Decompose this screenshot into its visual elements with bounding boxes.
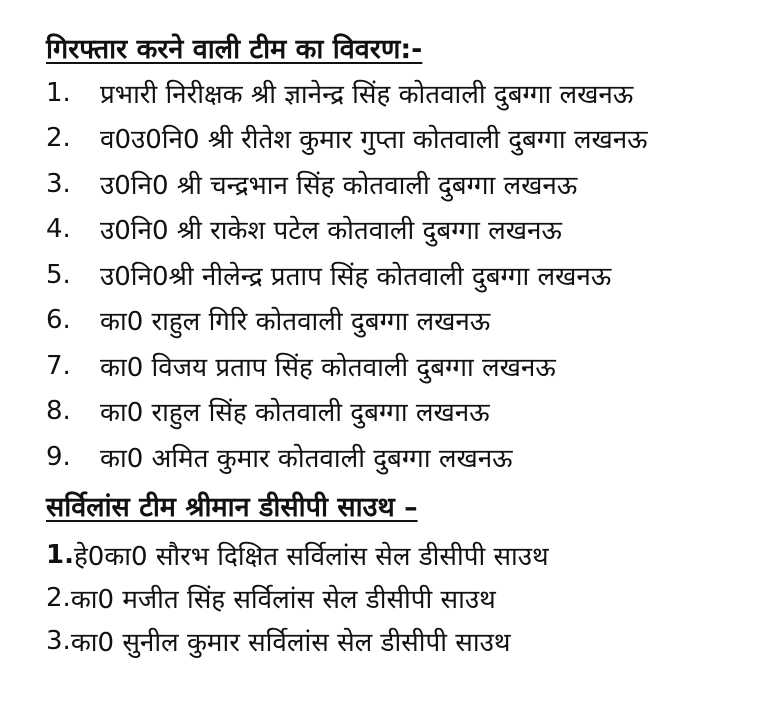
list-item xyxy=(46,161,746,207)
surveillance-team-list xyxy=(46,534,746,663)
arrest-team-list xyxy=(46,70,746,480)
item-text: का0 राहुल सिंह कोतवाली दुबग्गा लखनऊ xyxy=(100,398,490,429)
item-number: 5. xyxy=(46,259,71,290)
item-text: व0उ0नि0 श्री रीतेश कुमार गुप्ता कोतवाली दुबग्गा लखनऊ xyxy=(100,125,648,156)
item-text: का0 विजय प्रताप सिंह कोतवाली दुबग्गा लखनऊ xyxy=(100,352,556,383)
item-text: प्रभारी निरीक्षक श्री ज्ञानेन्द्र सिंह कोतवाली दुबग्गा लखनऊ xyxy=(100,79,634,110)
list-item xyxy=(46,70,746,116)
item-text: का0 राहुल गिरि कोतवाली दुबग्गा लखनऊ xyxy=(100,307,491,338)
list-item xyxy=(46,389,746,435)
list-item xyxy=(46,577,746,620)
item-text: उ0नि0 श्री चन्द्रभान सिंह कोतवाली दुबग्गा लखनऊ xyxy=(100,170,578,201)
list-item xyxy=(46,343,746,389)
item-number: 7. xyxy=(46,350,71,381)
document-body xyxy=(46,30,746,663)
item-text: का0 सुनील कुमार सर्विलांस सेल डीसीपी साउथ xyxy=(70,628,511,658)
item-number: 6. xyxy=(46,305,71,336)
item-number: 9. xyxy=(46,441,71,472)
list-item xyxy=(46,207,746,253)
item-number: 2. xyxy=(46,123,71,154)
list-item xyxy=(46,252,746,298)
item-text: का0 अमित कुमार कोतवाली दुबग्गा लखनऊ xyxy=(100,443,513,474)
item-number: 3. xyxy=(46,168,71,199)
item-number: 1. xyxy=(46,77,71,108)
list-item xyxy=(46,534,746,577)
list-item xyxy=(46,620,746,663)
item-text: हे0का0 सौरभ दिक्षित सर्विलांस सेल डीसीपी साउथ xyxy=(73,542,549,572)
list-item xyxy=(46,116,746,162)
list-item xyxy=(46,434,746,480)
item-number: 8. xyxy=(46,396,71,427)
item-text: का0 मजीत सिंह सर्विलांस सेल डीसीपी साउथ xyxy=(70,585,496,615)
item-number: 3. xyxy=(46,626,71,656)
item-number: 1. xyxy=(46,540,74,570)
item-number: 4. xyxy=(46,214,71,245)
list-item xyxy=(46,298,746,344)
arrest-team-heading: गिरफ्तार करने वाली टीम का विवरण:- xyxy=(46,34,423,65)
item-text: उ0नि0श्री नीलेन्द्र प्रताप सिंह कोतवाली दुबग्गा लखनऊ xyxy=(100,261,612,292)
surveillance-team-heading: सर्विलांस टीम श्रीमान डीसीपी साउथ – xyxy=(46,491,418,523)
item-number: 2. xyxy=(46,583,71,613)
item-text: उ0नि0 श्री राकेश पटेल कोतवाली दुबग्गा लखनऊ xyxy=(100,216,562,247)
